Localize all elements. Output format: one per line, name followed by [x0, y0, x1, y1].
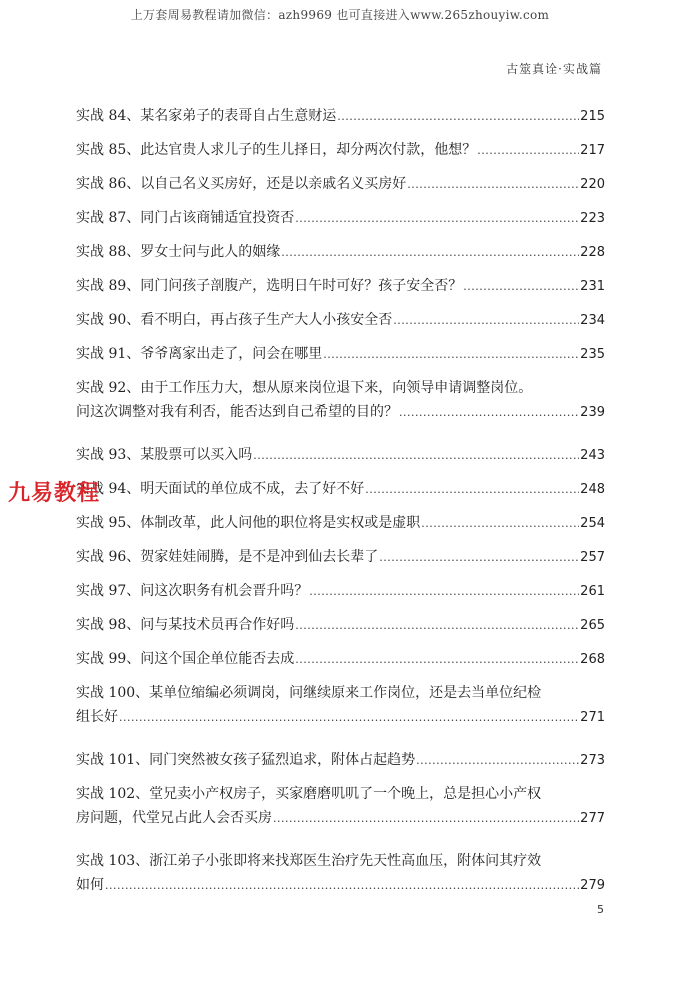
leader-dots	[309, 580, 579, 604]
leader-dots	[295, 648, 579, 672]
toc-page-number: 257	[580, 550, 605, 565]
book-header: 古筮真诠·实战篇	[506, 62, 602, 76]
toc-entry-title-line1: 实战 103、浙江弟子小张即将来找郑医生治疗先天性高血压，附体问其疗效	[76, 853, 542, 869]
toc-page-number: 271	[580, 710, 605, 725]
toc-entry-94[interactable]	[76, 477, 605, 511]
leader-dots	[463, 275, 579, 299]
watermark-logo: 九易教程	[8, 481, 101, 506]
toc-entry-100[interactable]	[76, 681, 605, 748]
toc-entry-102[interactable]	[76, 782, 605, 849]
toc-entry-86[interactable]	[76, 172, 605, 206]
toc-page-number: 248	[580, 482, 605, 497]
toc-entry-90[interactable]	[76, 308, 605, 342]
toc-page-number: 277	[580, 811, 605, 826]
toc-page-number: 234	[580, 313, 605, 328]
toc-page-number: 254	[580, 516, 605, 531]
toc-entry-title: 实战 95、体制改革，此人问他的职位将是实权或是虚职	[76, 515, 421, 531]
toc-entry-85[interactable]	[76, 138, 605, 172]
toc-entry-title-line1: 实战 92、由于工作压力大，想从原来岗位退下来，向领导申请调整岗位。	[76, 380, 533, 396]
toc-entry-99[interactable]	[76, 647, 605, 681]
toc-entry-title: 实战 97、问这次职务有机会晋升吗？	[76, 583, 309, 599]
toc-page-number: 265	[580, 618, 605, 633]
top-banner: 上万套周易教程请加微信：azh9969 也可直接进入www.265zhouyiw.com	[130, 8, 550, 22]
toc-entry-title: 实战 96、贺家娃娃闹腾，是不是冲到仙去长辈了	[76, 549, 379, 565]
toc-entry-title: 实战 86、以自己名义买房好，还是以亲戚名义买房好	[76, 176, 407, 192]
toc-page-number: 231	[580, 279, 605, 294]
toc-page-number: 279	[580, 878, 605, 893]
toc-entry-title: 实战 98、问与某技术员再合作好吗	[76, 617, 295, 633]
toc-entry-title: 实战 89、同门问孩子剖腹产，选明日午时可好？孩子安全否？	[76, 278, 463, 294]
toc-entry-87[interactable]	[76, 206, 605, 240]
leader-dots	[393, 309, 579, 333]
leader-dots	[105, 874, 579, 898]
toc-page-number: 223	[580, 211, 605, 226]
toc-entry-title-line2: 如何	[76, 877, 104, 893]
page-number: 5	[597, 903, 604, 916]
toc-page-number: 239	[580, 405, 605, 420]
toc-entry-96[interactable]	[76, 545, 605, 579]
toc-entry-title: 实战 101、同门突然被女孩子猛烈追求，附体占起趋势	[76, 752, 416, 768]
toc-entry-103[interactable]	[76, 849, 605, 916]
toc-entry-93[interactable]	[76, 443, 605, 477]
toc-entry-88[interactable]	[76, 240, 605, 274]
toc-entry-title-line1: 实战 102、堂兄卖小产权房子，买家磨磨叽叽了一个晚上，总是担心小产权	[76, 786, 542, 802]
leader-dots	[407, 173, 579, 197]
toc-entry-title: 实战 85、此达官贵人求儿子的生儿择日，却分两次付款，他想？	[76, 142, 477, 158]
toc-page-number: 273	[580, 753, 605, 768]
toc-page-number: 261	[580, 584, 605, 599]
toc-page-number: 243	[580, 448, 605, 463]
toc-entry-title: 实战 94、明天面试的单位成不成，去了好不好	[76, 481, 365, 497]
toc-entry-title-line2: 组长好	[76, 709, 118, 725]
leader-dots	[295, 614, 579, 638]
toc-page-number: 228	[580, 245, 605, 260]
toc-entry-97[interactable]	[76, 579, 605, 613]
toc-entry-92[interactable]	[76, 376, 605, 443]
toc-entry-title: 实战 90、看不明白，再占孩子生产大人小孩安全否	[76, 312, 393, 328]
toc-entry-title: 实战 93、某股票可以买入吗	[76, 447, 253, 463]
leader-dots	[253, 444, 579, 468]
toc-entry-title: 实战 88、罗女士问与此人的姻缘	[76, 244, 281, 260]
table-of-contents	[76, 104, 605, 916]
leader-dots	[295, 207, 579, 231]
leader-dots	[399, 401, 579, 425]
leader-dots	[273, 807, 579, 831]
leader-dots	[379, 546, 579, 570]
leader-dots	[323, 343, 579, 367]
leader-dots	[337, 105, 579, 129]
toc-entry-91[interactable]	[76, 342, 605, 376]
toc-page-number: 215	[580, 109, 605, 124]
toc-entry-101[interactable]	[76, 748, 605, 782]
leader-dots	[477, 139, 579, 163]
leader-dots	[281, 241, 579, 265]
leader-dots	[421, 512, 579, 536]
toc-page-number: 235	[580, 347, 605, 362]
toc-entry-title: 实战 87、同门占该商铺适宜投资否	[76, 210, 295, 226]
toc-page-number: 268	[580, 652, 605, 667]
toc-entry-84[interactable]	[76, 104, 605, 138]
toc-entry-89[interactable]	[76, 274, 605, 308]
toc-page-number: 217	[580, 143, 605, 158]
toc-entry-title: 实战 99、问这个国企单位能否去成	[76, 651, 295, 667]
toc-entry-98[interactable]	[76, 613, 605, 647]
toc-entry-title-line2: 问这次调整对我有利否，能否达到自己希望的目的？	[76, 404, 398, 420]
leader-dots	[416, 749, 579, 773]
toc-entry-title-line1: 实战 100、某单位缩编必须调岗，问继续原来工作岗位，还是去当单位纪检	[76, 685, 542, 701]
toc-entry-title-line2: 房问题，代堂兄占此人会否买房	[76, 810, 272, 826]
toc-page-number: 220	[580, 177, 605, 192]
leader-dots	[119, 706, 579, 730]
toc-entry-95[interactable]	[76, 511, 605, 545]
toc-entry-title: 实战 84、某名家弟子的表哥自占生意财运	[76, 108, 337, 124]
leader-dots	[365, 478, 579, 502]
toc-entry-title: 实战 91、爷爷离家出走了，问会在哪里	[76, 346, 323, 362]
